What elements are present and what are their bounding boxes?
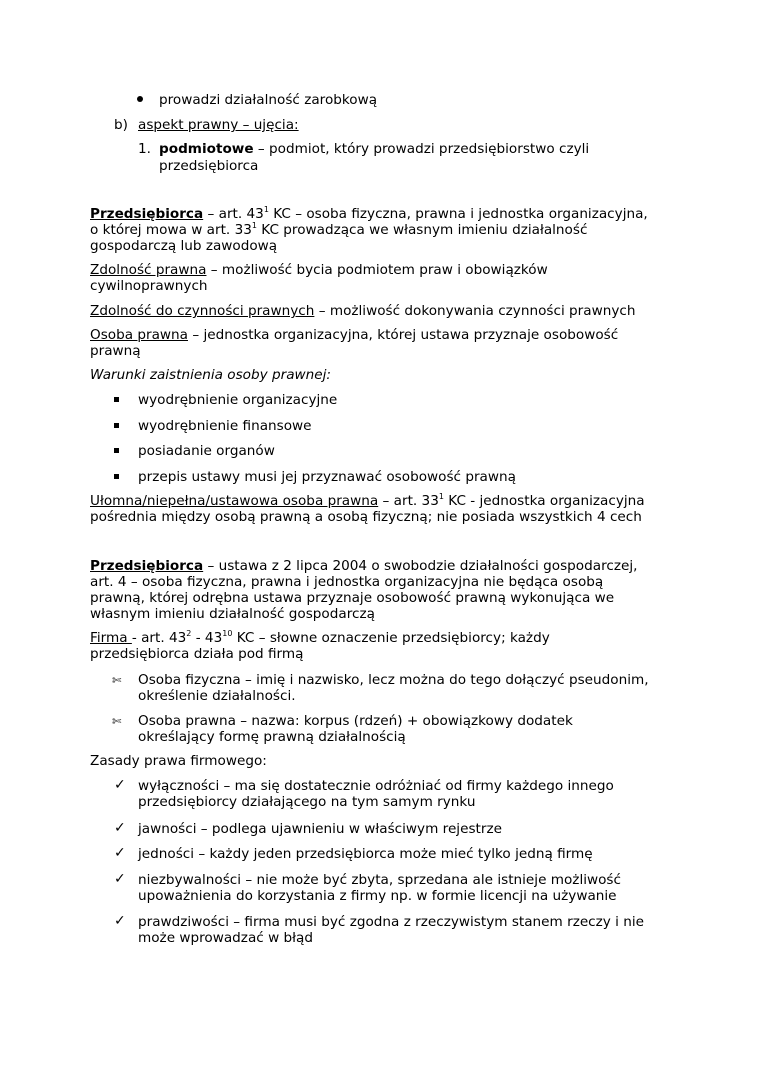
square-bullet [114, 423, 119, 428]
conditions-heading: Warunki zaistnienia osoby prawnej: [90, 367, 331, 383]
condition-item: przepis ustawy musi jej przyznawać osobowość prawną [138, 469, 516, 485]
definition-przedsiebiorca-1-l3: gospodarczą lub zawodową [90, 238, 278, 254]
square-bullet [114, 397, 119, 402]
principle-item-cont: może wprowadzać w błąd [138, 930, 313, 946]
checkmark-icon: ✓ [114, 820, 126, 836]
scissors-icon: ✄ [112, 715, 122, 728]
square-bullet [114, 448, 119, 453]
firma-item: Osoba fizyczna – imię i nazwisko, lecz można do tego dołączyć pseudonim, [138, 672, 649, 688]
definition-osoba-prawna: Osoba prawna – jednostka organizacyjna, której ustawa przyznaje osobowość [90, 327, 619, 343]
definition-przedsiebiorca-2-l4: własnym imieniu działalność gospodarczą [90, 606, 375, 622]
definition-ulomna-l2: pośrednia między osobą prawną a osobą fizyczną; nie posiada wszystkich 4 cech [90, 509, 642, 525]
firma-item-cont: określający formę prawną działalnością [138, 729, 406, 745]
condition-item: wyodrębnienie organizacyjne [138, 392, 338, 408]
aspect-heading: aspekt prawny – ujęcia: [138, 117, 299, 133]
numbered-item-1: podmiotowe – podmiot, który prowadzi przedsiębiorstwo czyli [159, 141, 590, 157]
principle-item: jedności – każdy jeden przedsiębiorca może mieć tylko jedną firmę [138, 846, 593, 862]
principle-item: niezbywalności – nie może być zbyta, sprzedana ale istnieje możliwość [138, 872, 621, 888]
checkmark-icon: ✓ [114, 777, 126, 793]
list-marker-1: 1. [138, 141, 151, 157]
scissors-icon: ✄ [112, 674, 122, 687]
principle-item: prawdziwości – firma musi być zgodna z rzeczywistym stanem rzeczy i nie [138, 914, 645, 930]
principle-item: jawności – podlega ujawnieniu w właściwym rejestrze [138, 821, 502, 837]
definition-przedsiebiorca-1-l2: o której mowa w art. $33^1$ KC prowadząca we własnym imieniu działalność [90, 221, 588, 238]
checkmark-icon: ✓ [114, 913, 126, 929]
definition-przedsiebiorca-2-l2: art. 4 – osoba fizyczna, prawna i jednostka organizacyjna nie będąca osobą [90, 574, 604, 590]
firma-item-cont: określenie działalności. [138, 688, 296, 704]
definition-ulomna: Ułomna/niepełna/ustawowa osoba prawna – art. $33^1$ KC - jednostka organizacyjna [90, 492, 645, 509]
principles-heading: Zasady prawa firmowego: [90, 753, 267, 769]
checkmark-icon: ✓ [114, 845, 126, 861]
firma-item: Osoba prawna – nazwa: korpus (rdzeń) + obowiązkowy dodatek [138, 713, 573, 729]
definition-zdolnosc-prawna-l2: cywilnoprawnych [90, 278, 208, 294]
principle-item-cont: przedsiębiorcy działającego na tym samym rynku [138, 794, 476, 810]
definition-zdolnosc-czynnosci: Zdolność do czynności prawnych – możliwość dokonywania czynności prawnych [90, 303, 636, 319]
definition-zdolnosc-prawna: Zdolność prawna – możliwość bycia podmiotem praw i obowiązków [90, 262, 548, 278]
definition-przedsiebiorca-1: Przedsiębiorca – art. $43^1$ KC – osoba fizyczna, prawna i jednostka organizacyjna, [90, 205, 648, 222]
checkmark-icon: ✓ [114, 871, 126, 887]
list-marker-b: b) [114, 117, 128, 133]
definition-przedsiebiorca-2-l3: prawną, której odrębna ustawa przyznaje osobowość prawną wykonująca we [90, 590, 615, 606]
definition-firma: Firma - art. $43^2 - 43^{10}$ KC – słowne oznaczenie przedsiębiorcy; każdy [90, 629, 550, 646]
condition-item: wyodrębnienie finansowe [138, 418, 312, 434]
principle-item: wyłączności – ma się dostatecznie odróżniać od firmy każdego innego [138, 778, 614, 794]
numbered-item-1-cont: przedsiębiorca [159, 158, 259, 174]
square-bullet [114, 474, 119, 479]
term-podmiotowe: podmiotowe [159, 141, 254, 157]
principle-item-cont: upoważnienia do korzystania z firmy np. w formie licencji na używanie [138, 888, 617, 904]
definition-osoba-prawna-l2: prawną [90, 343, 141, 359]
bullet-item: prowadzi działalność zarobkową [159, 92, 378, 108]
bullet-dot [137, 96, 143, 102]
definition-przedsiebiorca-2: Przedsiębiorca – ustawa z 2 lipca 2004 o swobodzie działalności gospodarczej, [90, 558, 638, 574]
condition-item: posiadanie organów [138, 443, 275, 459]
definition-firma-l2: przedsiębiorca działa pod firmą [90, 646, 304, 662]
